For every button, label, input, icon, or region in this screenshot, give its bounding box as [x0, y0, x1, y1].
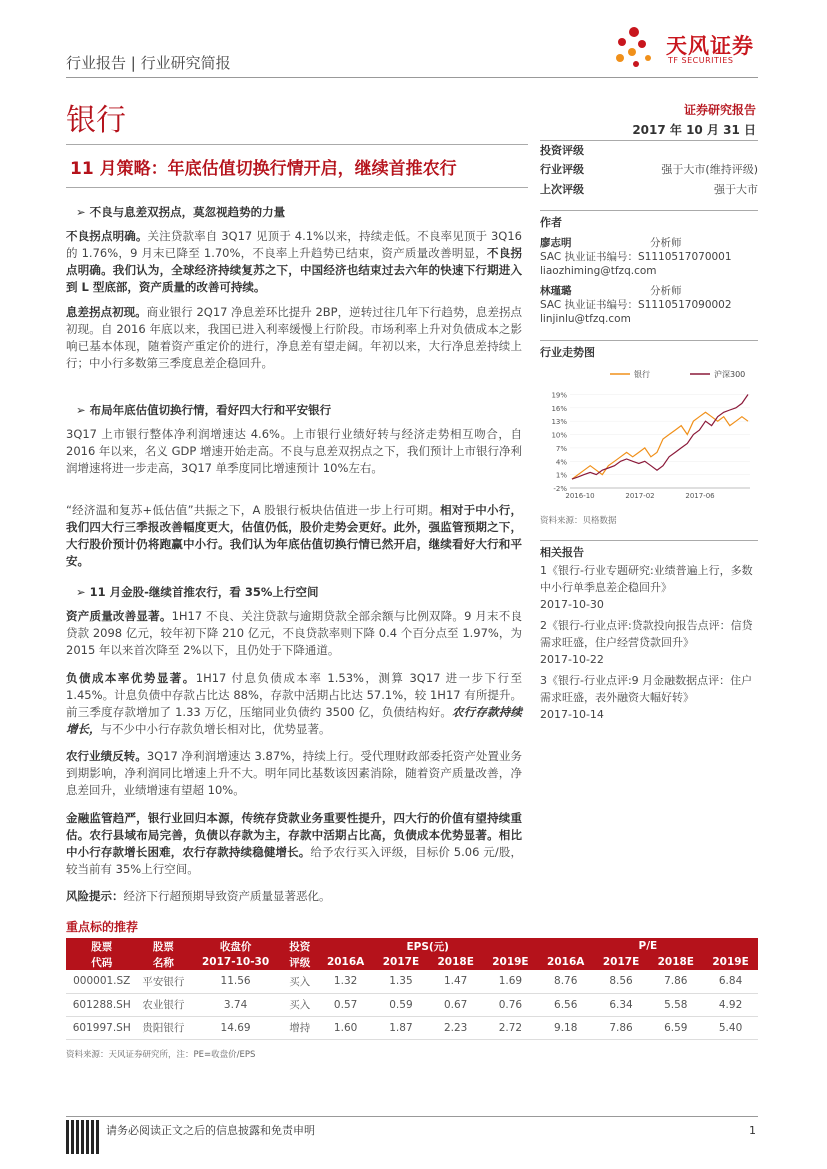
table-row — [66, 993, 758, 1016]
table-cell: 601997.SH — [66, 1016, 137, 1039]
related-report[interactable]: 2《银行-行业点评:贷款投向报告点评：信贷需求旺盛，住户经营贷款回升》 — [540, 619, 753, 649]
para-text: 关注贷款率自 3Q17 见顶于 4.1%以来，持续走低。不良率见顶于 3Q16 的 1.76%，9 月末已降至 1.70%，不良率上升趋势已结束，资产质量改善明显， — [66, 229, 522, 260]
paragraph — [66, 228, 522, 296]
table-cell: 0.57 — [318, 993, 374, 1016]
table-cell: 3.74 — [189, 993, 282, 1016]
y-tick-label: 4% — [555, 458, 567, 467]
related-date: 2017-10-22 — [540, 653, 604, 666]
para-text: 1H17 付息负债成本率 1.53%，测算 3Q17 进一步下行至 1.45%。计息负债中存款占比达 88%，存款中活期占比达 57.1%，较 1H17 有所提升。前三季度存款增加了 1.33 万亿，压缩同业负债约 3500 亿，负债结构好。 — [66, 671, 522, 719]
series-line-沪深300 — [572, 395, 748, 480]
para-lead: 风险提示： — [66, 889, 124, 903]
table-header-row — [66, 938, 758, 954]
author-sac: SAC 执业证书编号：S1110517090002 — [540, 299, 732, 311]
section-heading: ➢ 11 月金股-继续首推农行，看 35%上行空间 — [76, 585, 319, 599]
legend-label: 银行 — [634, 370, 650, 379]
company-name: 天风证券 — [666, 34, 754, 58]
table-cell: 1.47 — [428, 970, 483, 993]
qr-code-icon — [66, 1120, 100, 1154]
rating-block — [540, 160, 758, 200]
paragraph — [66, 502, 522, 570]
sidebar-divider — [540, 210, 758, 211]
th: 名称 — [137, 954, 189, 970]
table-cell: 6.84 — [703, 970, 758, 993]
table-cell: 0.76 — [483, 993, 538, 1016]
industry-name: 银行 — [66, 103, 126, 138]
para-lead: 资产质量改善显著。 — [66, 609, 172, 623]
table-cell: 5.40 — [703, 1016, 758, 1039]
para-text: 给予农行买入评级，目标价 5.06 元/股，较当前有 35%上行空间。 — [66, 845, 522, 876]
legend-label: 沪深300 — [714, 370, 746, 379]
rating-label: 上次评级 — [540, 183, 584, 196]
para-lead: 息差拐点初现。 — [66, 305, 147, 319]
table-cell: 11.56 — [189, 970, 282, 993]
table-row — [66, 1016, 758, 1039]
para-bold: 相对于中小行，我们四大行三季报改善幅度更大，估值仍低，股价走势会更好。此外，强监管预期之下，大行股价预计仍将跑赢中小行。我们认为年底估值切换行情已然开启，继续看好大行和平安。 — [66, 503, 522, 568]
th: EPS(元) — [318, 938, 538, 954]
footer-divider — [66, 1116, 758, 1117]
table-cell: 买入 — [282, 970, 318, 993]
th: 2017E — [374, 954, 429, 970]
y-tick-label: 13% — [551, 418, 567, 427]
paragraph — [66, 304, 522, 372]
stock-table — [66, 938, 758, 1040]
table-cell: 601288.SH — [66, 993, 137, 1016]
table-cell: 平安银行 — [137, 970, 189, 993]
para-lead: 金融监管趋严，银行业回归本源，传统存贷款业务重要性提升，四大行的价值有望持续重估。农行县域布局完善，负债以存款为主，存款中活期占比高，负债成本优势显著。相比中小行存款增长困难，农行存款持续稳健增长。 — [66, 811, 522, 859]
paragraph — [66, 888, 522, 905]
para-text: “经济温和复苏+低估值”共振之下，A 股银行板块估值进一步上行可期。 — [66, 503, 441, 517]
table-cell: 1.60 — [318, 1016, 374, 1039]
para-text: 经济下行超预期导致资产质量显著恶化。 — [123, 889, 331, 903]
series-line-银行 — [572, 412, 748, 479]
para-text: 3Q17 净利润增速达 3.87%，持续上行。受代理财政部委托资产处置业务到期影响，净利润同比增速上升不大。明年同比基数该因素消除，随着资产质量改善，净息差回升，业绩增速有望超 10%。 — [66, 749, 523, 797]
th: 2018E — [648, 954, 703, 970]
th: 收盘价 — [189, 938, 282, 954]
disclaimer-link[interactable]: 请务必阅读正文之后的信息披露和免责申明 — [106, 1124, 315, 1137]
report-type: 证券研究报告 — [683, 103, 756, 117]
chart-source: 资料来源：贝格数据 — [540, 516, 617, 526]
table-cell: 6.59 — [648, 1016, 703, 1039]
author-heading: 作者 — [540, 216, 562, 229]
rating-label: 行业评级 — [540, 163, 584, 176]
related-report[interactable]: 3《银行-行业点评:9 月金融数据点评：住户需求旺盛，表外融资大幅好转》 — [540, 674, 753, 704]
table-title: 重点标的推荐 — [66, 920, 139, 934]
para-bold: 农行存款持续增长， — [66, 705, 523, 736]
paragraph — [66, 608, 522, 659]
rating-heading: 投资评级 — [540, 144, 584, 157]
table-cell: 1.35 — [374, 970, 429, 993]
section-heading: ➢ 布局年底估值切换行情，看好四大行和平安银行 — [76, 403, 332, 417]
rating-value: 强于大市 — [714, 183, 758, 196]
sidebar-divider — [540, 140, 758, 141]
report-category: 行业报告 | 行业研究简报 — [66, 54, 231, 72]
table-cell: 5.58 — [648, 993, 703, 1016]
para-text: 与不少中小行存款负增长相对比，优势显著。 — [100, 722, 331, 736]
y-tick-label: 1% — [555, 471, 567, 480]
report-date: 2017 年 10 月 31 日 — [632, 123, 756, 137]
company-name-en: TF SECURITIES — [668, 56, 734, 65]
company-logo-icon — [612, 24, 662, 70]
th: 2016A — [538, 954, 594, 970]
th: 2016A — [318, 954, 374, 970]
table-cell: 1.69 — [483, 970, 538, 993]
para-lead: 负债成本率优势显著。 — [66, 671, 196, 685]
header-divider — [66, 77, 758, 78]
th: 股票 — [66, 938, 137, 954]
table-cell: 2.23 — [428, 1016, 483, 1039]
paragraph — [66, 426, 522, 477]
author-role: 分析师 — [650, 285, 682, 297]
table-cell: 8.56 — [594, 970, 649, 993]
th: 投资 — [282, 938, 318, 954]
x-tick-label: 2016-10 — [565, 492, 595, 500]
author-block — [540, 236, 758, 326]
para-lead: 农行业绩反转。 — [66, 749, 147, 763]
th: 2019E — [483, 954, 538, 970]
y-tick-label: 19% — [551, 391, 567, 400]
x-tick-label: 2017-02 — [625, 492, 655, 500]
th: 评级 — [282, 954, 318, 970]
author-email[interactable]: liaozhiming@tfzq.com — [540, 265, 657, 277]
para-text: 1H17 不良、关注贷款与逾期贷款全部余额与比例双降。9 月末不良贷款 2098 亿元，较年初下降 210 亿元，不良贷款率则下降 0.4 个百分点至 1.97%，为 2015 年以来首次降至 2%以下，且仍处于下降通道。 — [66, 609, 522, 657]
paragraph — [66, 810, 522, 878]
table-source: 资料来源：天风证券研究所，注：PE=收盘价/EPS — [66, 1050, 256, 1060]
table-cell: 买入 — [282, 993, 318, 1016]
y-tick-label: 7% — [555, 444, 567, 453]
table-cell: 0.59 — [374, 993, 429, 1016]
th: 股票 — [137, 938, 189, 954]
para-lead: 不良拐点明确。 — [66, 229, 148, 243]
table-cell: 0.67 — [428, 993, 483, 1016]
table-cell: 000001.SZ — [66, 970, 137, 993]
section-heading: ➢ 不良与息差双拐点，莫忽视趋势的力量 — [76, 205, 286, 219]
table-cell: 2.72 — [483, 1016, 538, 1039]
paragraph — [66, 670, 522, 738]
table-cell: 7.86 — [648, 970, 703, 993]
page-number: 1 — [749, 1124, 756, 1137]
table-row — [66, 970, 758, 993]
author-email[interactable]: linjinlu@tfzq.com — [540, 313, 631, 325]
table-cell: 农业银行 — [137, 993, 189, 1016]
author-name: 廖志明 — [540, 237, 572, 249]
table-cell: 6.34 — [594, 993, 649, 1016]
th: 2017-10-30 — [189, 954, 282, 970]
related-list — [540, 562, 758, 723]
table-cell: 9.18 — [538, 1016, 594, 1039]
table-cell: 6.56 — [538, 993, 594, 1016]
related-report[interactable]: 1《银行-行业专题研究:业绩普遍上行，多数中小行单季息差企稳回升》 — [540, 564, 753, 594]
table-cell: 贵阳银行 — [137, 1016, 189, 1039]
table-cell: 8.76 — [538, 970, 594, 993]
table-cell: 4.92 — [703, 993, 758, 1016]
chart-heading: 行业走势图 — [540, 346, 595, 359]
table-cell: 1.87 — [374, 1016, 429, 1039]
para-text: 3Q17 上市银行整体净利润增速达 4.6%。上市银行业绩好转与经济走势相互吻合，自 2016 年以来，名义 GDP 增速开始走高。不良与息差双拐点之下，我们预计上市银行净利润增速将进一步走高，3Q17 单季度同比增速预计 10%左右。 — [66, 427, 522, 475]
related-date: 2017-10-30 — [540, 598, 604, 611]
author-name: 林瑾璐 — [540, 285, 572, 297]
related-date: 2017-10-14 — [540, 708, 604, 721]
rating-value: 强于大市(维持评级) — [661, 163, 758, 176]
author-role: 分析师 — [650, 237, 682, 249]
industry-trend-chart — [540, 364, 758, 504]
table-header-row — [66, 954, 758, 970]
th: 2017E — [594, 954, 649, 970]
report-title: 11 月策略：年底估值切换行情开启，继续首推农行 — [70, 159, 457, 179]
th: 2019E — [703, 954, 758, 970]
y-tick-label: 16% — [551, 404, 567, 413]
y-tick-label: 10% — [551, 431, 567, 440]
para-bold: 不良拐点明确。我们认为，全球经济持续复苏之下，中国经济也结束过去六年的快速下行期进入到 L 型底部，资产质量的改善可持续。 — [66, 246, 522, 294]
author-sac: SAC 执业证书编号：S1110517070001 — [540, 251, 732, 263]
x-tick-label: 2017-06 — [685, 492, 715, 500]
sidebar-divider — [540, 340, 758, 341]
th: P/E — [538, 938, 758, 954]
th: 2018E — [428, 954, 483, 970]
related-heading: 相关报告 — [540, 546, 584, 559]
table-cell: 1.32 — [318, 970, 374, 993]
paragraph — [66, 748, 522, 799]
table-cell: 增持 — [282, 1016, 318, 1039]
th: 代码 — [66, 954, 137, 970]
para-text: 商业银行 2Q17 净息差环比提升 2BP，逆转过往几年下行趋势，息差拐点初现。自 2016 年底以来，我国已进入利率缓慢上行阶段。市场利率上升对负债成本之影响已基本体现，随着资产重定价的进行，净息差有望走阔。年初以来，大行净息差持续上行；中小行多数第三季度息差企稳回升。 — [66, 305, 522, 370]
sidebar-divider — [540, 540, 758, 541]
y-tick-label: -2% — [553, 485, 567, 493]
table-cell: 14.69 — [189, 1016, 282, 1039]
table-cell: 7.86 — [594, 1016, 649, 1039]
